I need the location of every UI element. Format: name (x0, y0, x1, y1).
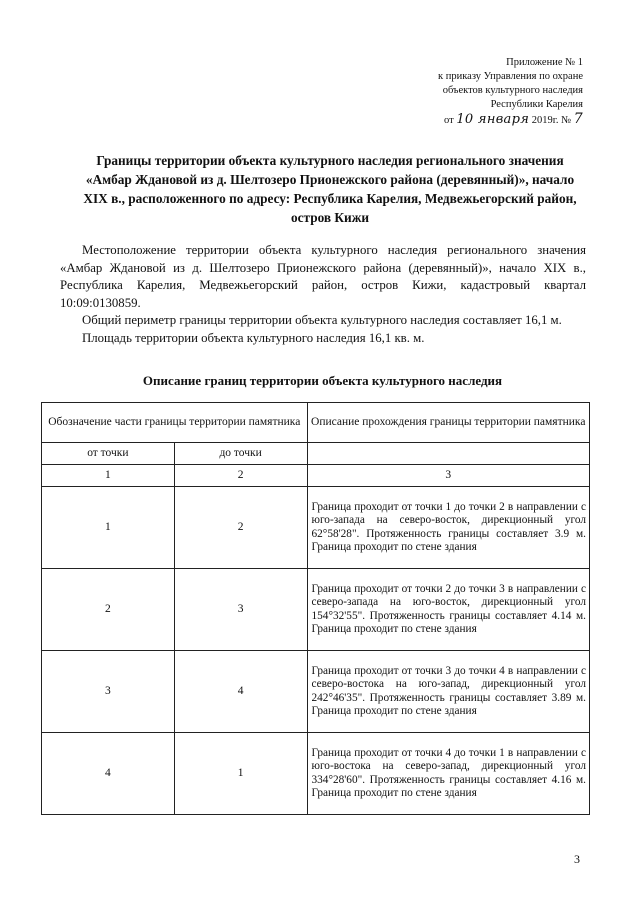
from-point-cell: 4 (42, 733, 175, 815)
subheader-from-point: от точки (42, 443, 175, 465)
title-line-3: XIX в., расположенного по адресу: Республика Карелия, Медвежьегорский район, (83, 191, 577, 206)
annex-handwritten-date: 10 января (456, 112, 530, 127)
table-row (42, 733, 590, 815)
description-cell: Граница проходит от точки 2 до точки 3 в направлении с северо-запада на юго-восток, дирекционный угол 154°32'55". Протяженность границы составляет 4.14 м. Граница проходит по стене здания (307, 569, 590, 651)
annex-line-4: Республики Карелия (490, 99, 583, 110)
table-numbering-row (42, 465, 590, 487)
to-point-cell: 2 (174, 487, 307, 569)
annex-handwritten-number: 7 (573, 111, 583, 127)
from-point-cell: 3 (42, 651, 175, 733)
document-title (60, 151, 600, 227)
to-point-cell: 1 (174, 733, 307, 815)
location-paragraph: Местоположение территории объекта культурного наследия регионального значения «Амбар Ждановой из д. Шелтозеро Прионежского района (деревянный)», начало XIX в., Республика Карелия, Медвежьегорский район, остров Кижи, кадастровый квартал 10:09:0130859. (60, 243, 586, 310)
to-point-cell: 3 (174, 569, 307, 651)
table-header-row (42, 403, 590, 443)
page-number: 3 (574, 852, 580, 866)
subheader-to-point: до точки (174, 443, 307, 465)
boundary-table (41, 402, 590, 815)
annex-line-2: к приказу Управления по охране (438, 71, 583, 82)
to-point-cell: 4 (174, 651, 307, 733)
annex-date-prefix: от (444, 115, 454, 126)
title-line-2: «Амбар Ждановой из д. Шелтозеро Прионежского района (деревянный)», начало (85, 172, 575, 187)
column-number-3: 3 (307, 465, 590, 487)
from-point-cell: 1 (42, 487, 175, 569)
table-row (42, 651, 590, 733)
area-paragraph: Площадь территории объекта культурного наследия 16,1 кв. м. (82, 330, 425, 345)
header-boundary-description: Описание прохождения границы территории памятника (307, 403, 590, 443)
description-cell: Граница проходит от точки 1 до точки 2 в направлении с юго-запада на северо-восток, дирекционный угол 62°58'28". Протяженность границы составляет 3.9 м. Граница проходит по стене здания (307, 487, 590, 569)
body-text (60, 242, 586, 347)
title-line-4: остров Кижи (290, 210, 370, 225)
annex-date-year: 2019г. № (531, 115, 572, 126)
from-point-cell: 2 (42, 569, 175, 651)
table-subheader-row (42, 443, 590, 465)
column-number-2: 2 (174, 465, 307, 487)
title-line-1: Границы территории объекта культурного наследия регионального значения (96, 153, 564, 168)
perimeter-paragraph: Общий периметр границы территории объекта культурного наследия составляет 16,1 м. (82, 313, 562, 327)
header-boundary-part: Обозначение части границы территории памятника (42, 403, 308, 443)
subheader-empty-cell (307, 443, 590, 465)
annex-header (323, 56, 583, 128)
description-cell: Граница проходит от точки 4 до точки 1 в направлении с юго-востока на северо-запад, дирекционный угол 334°28'60". Протяженность границы составляет 4.16 м. Граница проходит по стене здания (307, 733, 590, 815)
table-row (42, 569, 590, 651)
annex-line-3: объектов культурного наследия (442, 85, 583, 96)
annex-line-1: Приложение № 1 (506, 57, 583, 68)
annex-date-line (323, 112, 583, 128)
description-cell: Граница проходит от точки 3 до точки 4 в направлении с северо-востока на юго-запад, дирекционный угол 242°46'35". Протяженность границы составляет 3.89 м. Граница проходит по стене здания (307, 651, 590, 733)
table-row (42, 487, 590, 569)
table-title: Описание границ территории объекта культурного наследия (142, 373, 503, 388)
column-number-1: 1 (42, 465, 175, 487)
